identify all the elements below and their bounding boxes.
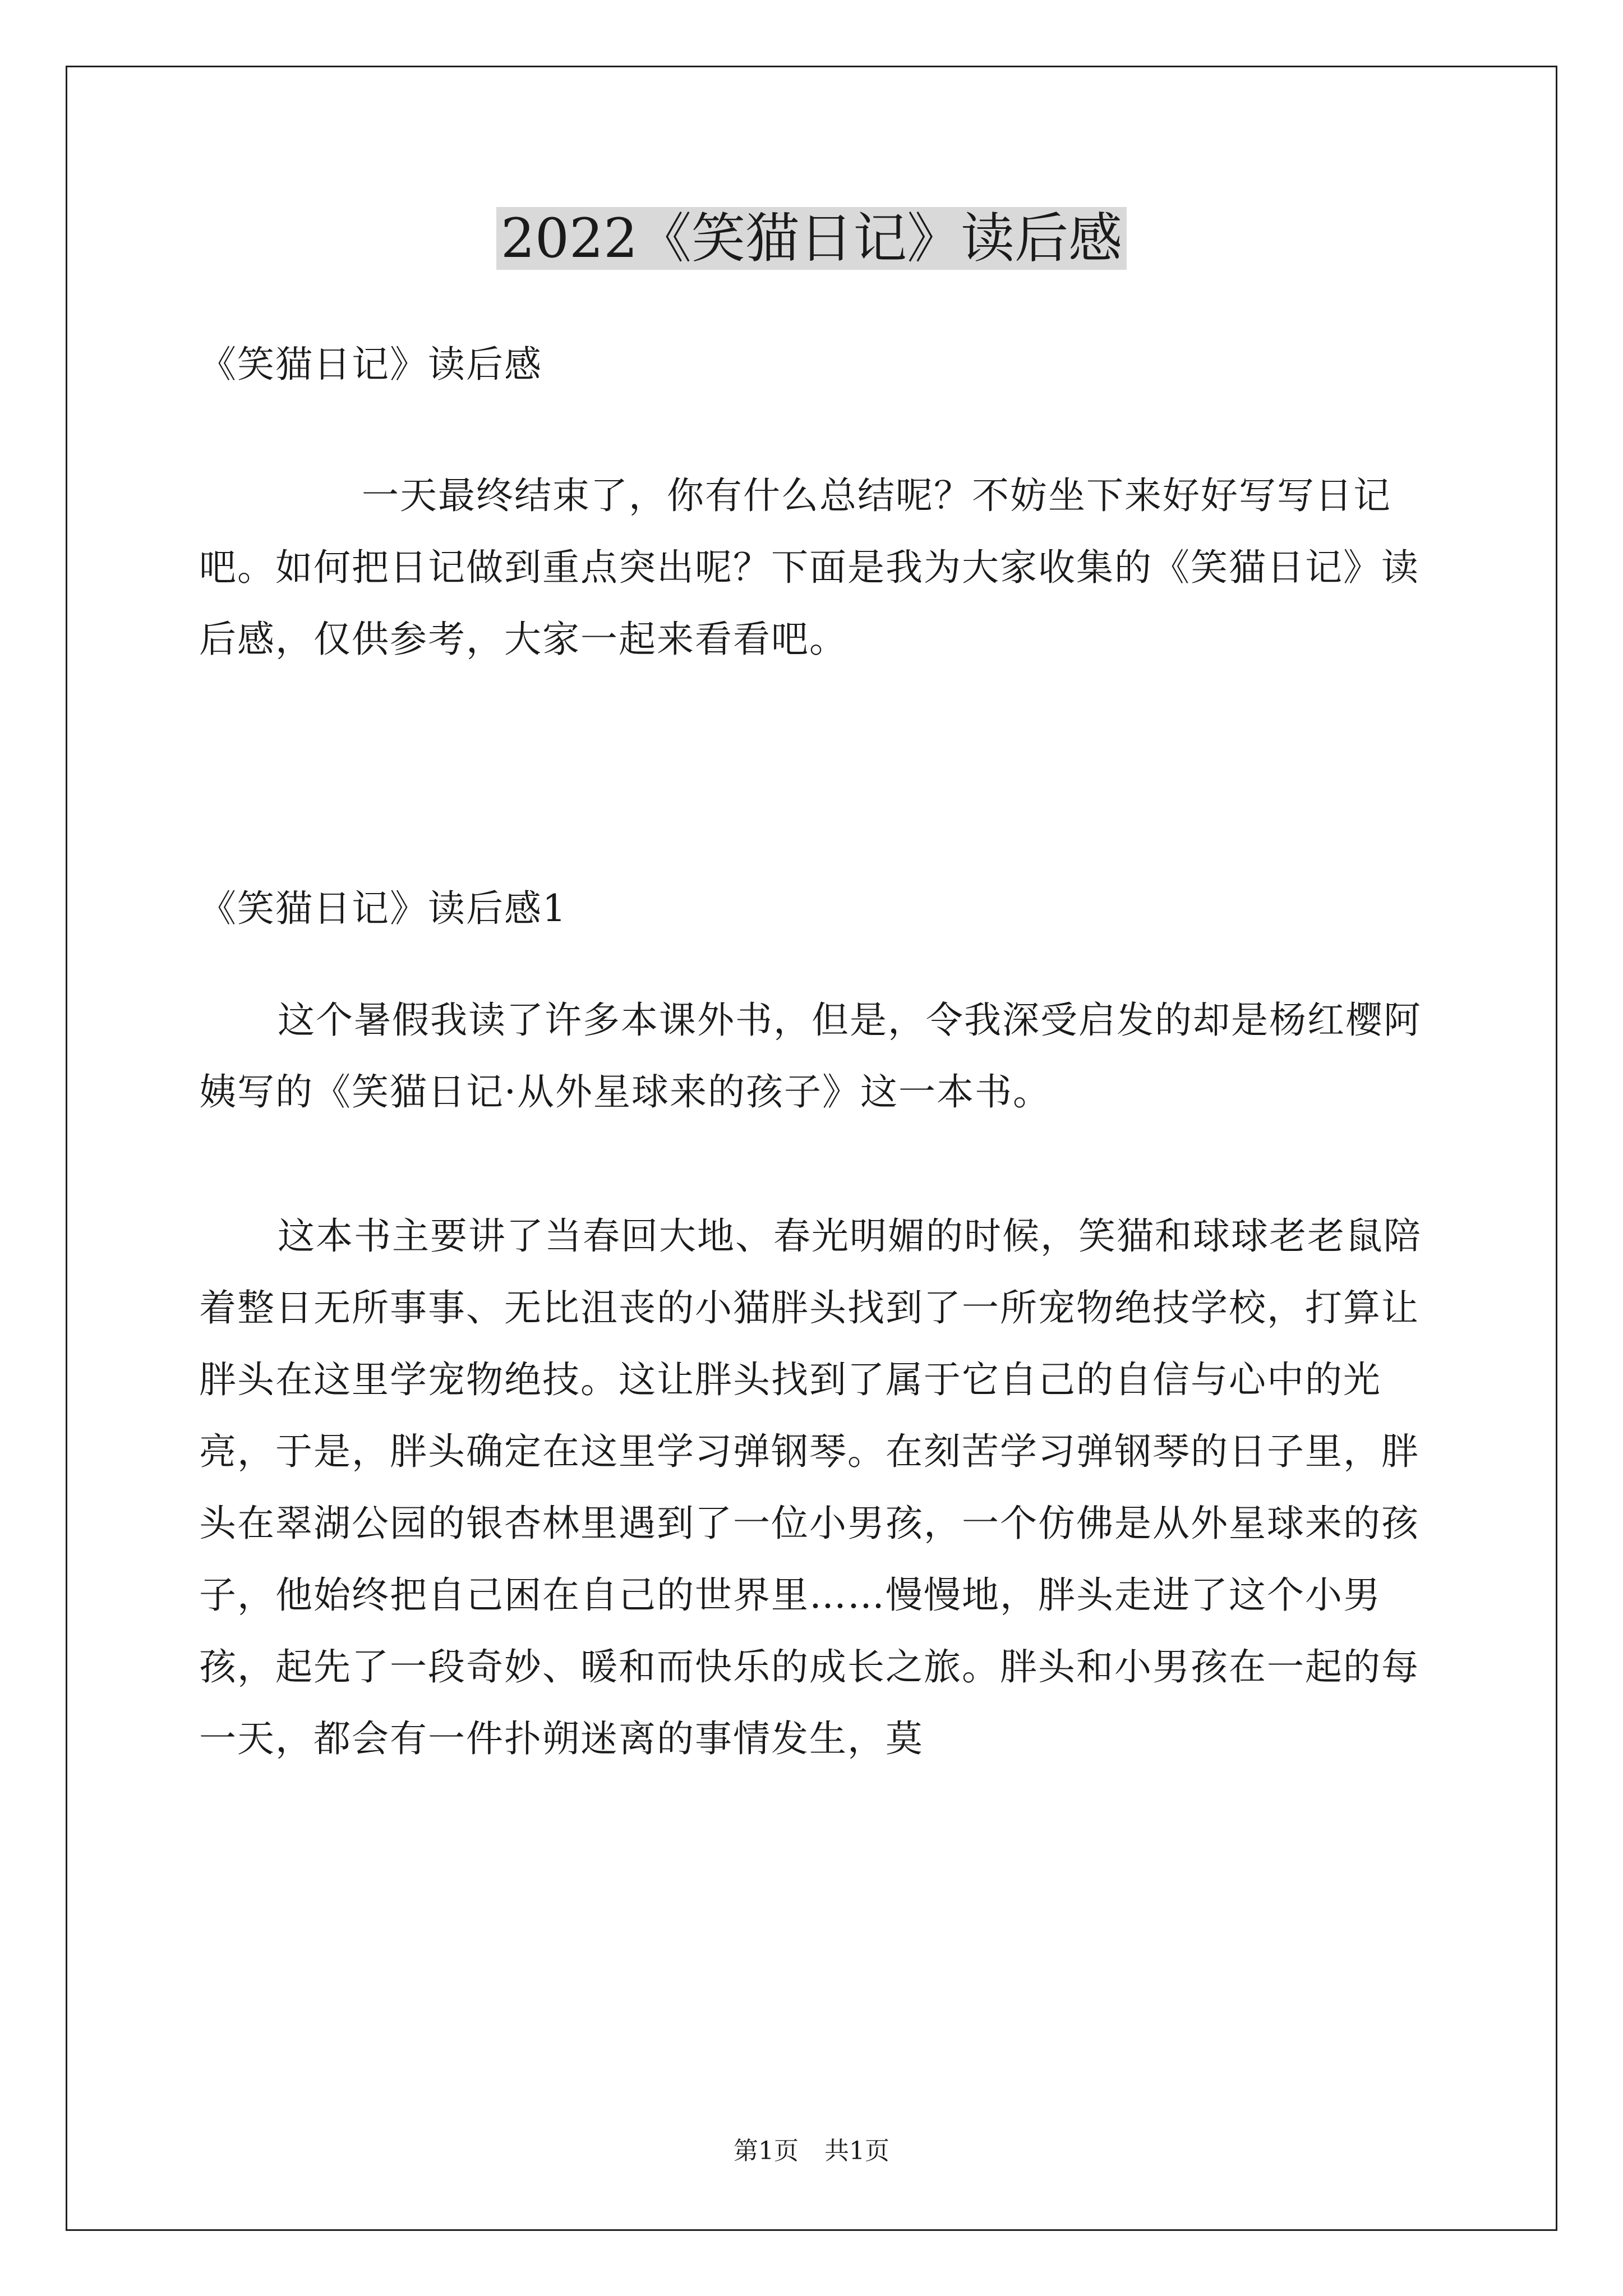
section-1-heading: 《笑猫日记》读后感1 — [199, 887, 567, 930]
body-paragraph: 这本书主要讲了当春回大地、春光明媚的时候，笑猫和球球老老鼠陪着整日无所事事、无比沮丧的小猫胖头找到了一所宠物绝技学校，打算让胖头在这里学宠物绝技。这让胖头找到了属于它自己的自信与心中的光亮，于是，胖头确定在这里学习弹钢琴。在刻苦学习弹钢琴的日子里，胖头在翠湖公园的银杏林里遇到了一位小男孩，一个仿佛是从外星球来的孩子，他始终把自己困在自己的世界里……慢慢地，胖头走进了这个小男孩，起先了一段奇妙、暖和而快乐的成长之旅。胖头和小男孩在一起的每一天，都会有一件扑朔迷离的事情发生，莫 — [199, 1214, 1422, 1760]
body-paragraph: 这个暑假我读了许多本课外书，但是，令我深受启发的却是杨红樱阿姨写的《笑猫日记·从外星球来的孩子》这一本书。 — [199, 999, 1422, 1114]
intro-paragraph: 一天最终结束了，你有什么总结呢？不妨坐下来好好写写日记吧。如何把日记做到重点突出呢？下面是我为大家收集的《笑猫日记》读后感，仅供参考，大家一起来看看吧。 — [199, 474, 1419, 661]
intro-heading: 《笑猫日记》读后感 — [199, 343, 542, 386]
document-title — [0, 199, 1623, 278]
page-number: 第1页 — [734, 2137, 799, 2165]
page-footer — [0, 2134, 1623, 2168]
document-title-text: 2022《笑猫日记》读后感 — [496, 207, 1127, 270]
page-total: 共1页 — [824, 2137, 889, 2165]
